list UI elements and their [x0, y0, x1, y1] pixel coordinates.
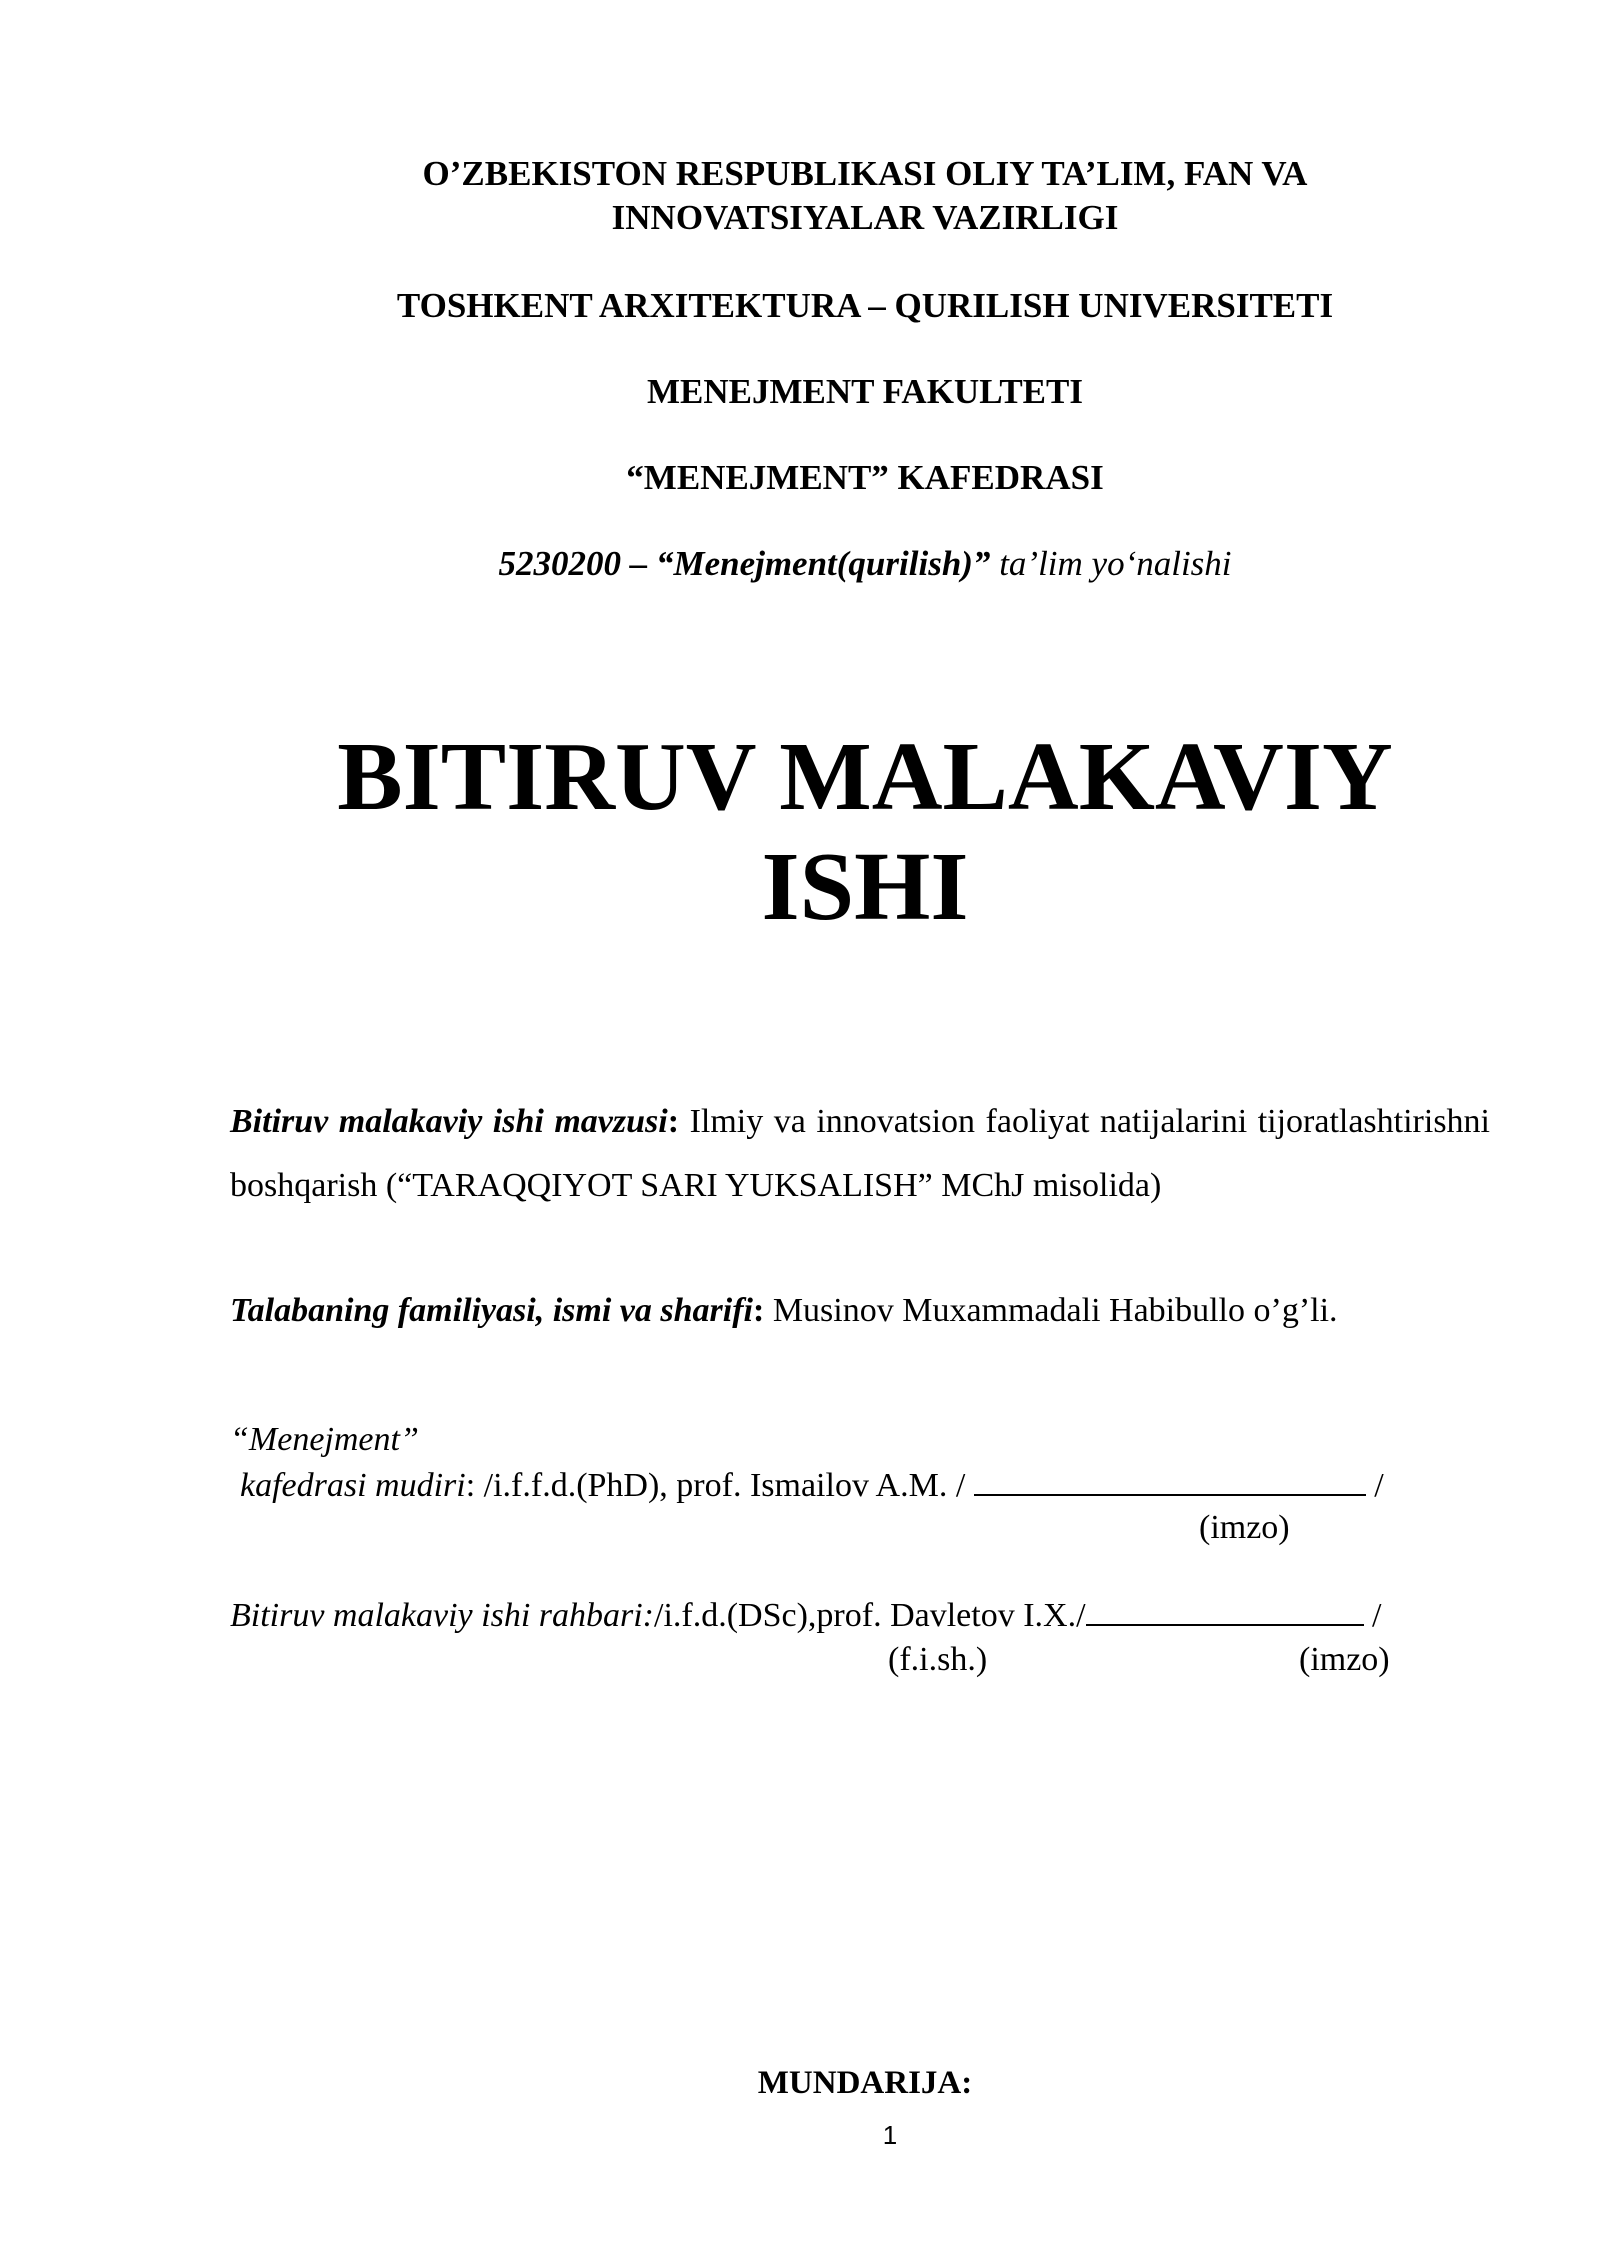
supervisor-signature-line: [1086, 1592, 1364, 1626]
department-name: “MENEJMENT” KAFEDRASI: [626, 458, 1104, 497]
contents-heading: MUNDARIJA:: [757, 2065, 973, 2101]
supervisor-signature-caption: (imzo): [1299, 1641, 1390, 1678]
university-name: TOSHKENT ARXITEKTURA – QURILISH UNIVERSITETI: [396, 286, 1334, 325]
student-name: Musinov Muxammadali Habibullo o’g’li.: [772, 1292, 1338, 1329]
direction-code: 5230200 – “Menejment(qurilish)”: [498, 544, 991, 583]
head-of-department-line: [230, 1462, 1530, 1508]
head-of-department-text: : /i.f.f.d.(PhD), prof. Ismailov A.M. /: [465, 1467, 974, 1504]
theme-label: Bitiruv malakaviy ishi mavzusi: [230, 1103, 668, 1140]
student-colon: :: [752, 1292, 765, 1329]
student-label: Talabaning familiyasi, ismi va sharifi: [230, 1292, 753, 1329]
supervisor-block: [230, 1592, 1530, 1638]
head-end-slash: /: [1365, 1467, 1384, 1504]
supervisor-text: /i.f.d.(DSc),prof. Davletov I.X./: [654, 1597, 1086, 1634]
title-line-1: BITIRUV MALAKAVIY: [337, 723, 1393, 831]
document-title: [200, 722, 1530, 942]
title-line-2: ISHI: [761, 833, 969, 941]
ministry-line-1: O’ZBEKISTON RESPUBLIKASI OLIY TA’LIM, FAN VA: [422, 154, 1308, 193]
thesis-theme: [230, 1090, 1490, 1218]
faculty-name: MENEJMENT FAKULTETI: [647, 372, 1083, 411]
theme-text: Ilmiy va innovatsion faoliyat natijalarini tijoratlashtirishni boshqarish (“TARAQQIYOT SARI YUKSALISH” MChJ misolida): [230, 1103, 1490, 1204]
supervisor-label: Bitiruv malakaviy ishi rahbari:: [230, 1597, 655, 1634]
head-signature-line: [974, 1462, 1366, 1496]
ministry-line-2: INNOVATSIYALAR VAZIRLIGI: [611, 198, 1119, 237]
department-quote-line: “Menejment”: [230, 1421, 419, 1458]
study-direction: [200, 542, 1530, 586]
head-of-department-label: kafedrasi mudiri: [240, 1467, 466, 1504]
supervisor-name-caption: (f.i.sh.): [888, 1641, 988, 1678]
head-of-department-block: [230, 1418, 1530, 1508]
student-info: [230, 1286, 1530, 1336]
supervisor-end-slash: /: [1363, 1597, 1382, 1634]
head-signature-caption: (imzo): [1199, 1509, 1290, 1546]
direction-suffix: ta’lim yo‘nalishi: [999, 544, 1232, 583]
page-number: 1: [882, 2120, 898, 2150]
theme-colon: :: [667, 1103, 680, 1140]
